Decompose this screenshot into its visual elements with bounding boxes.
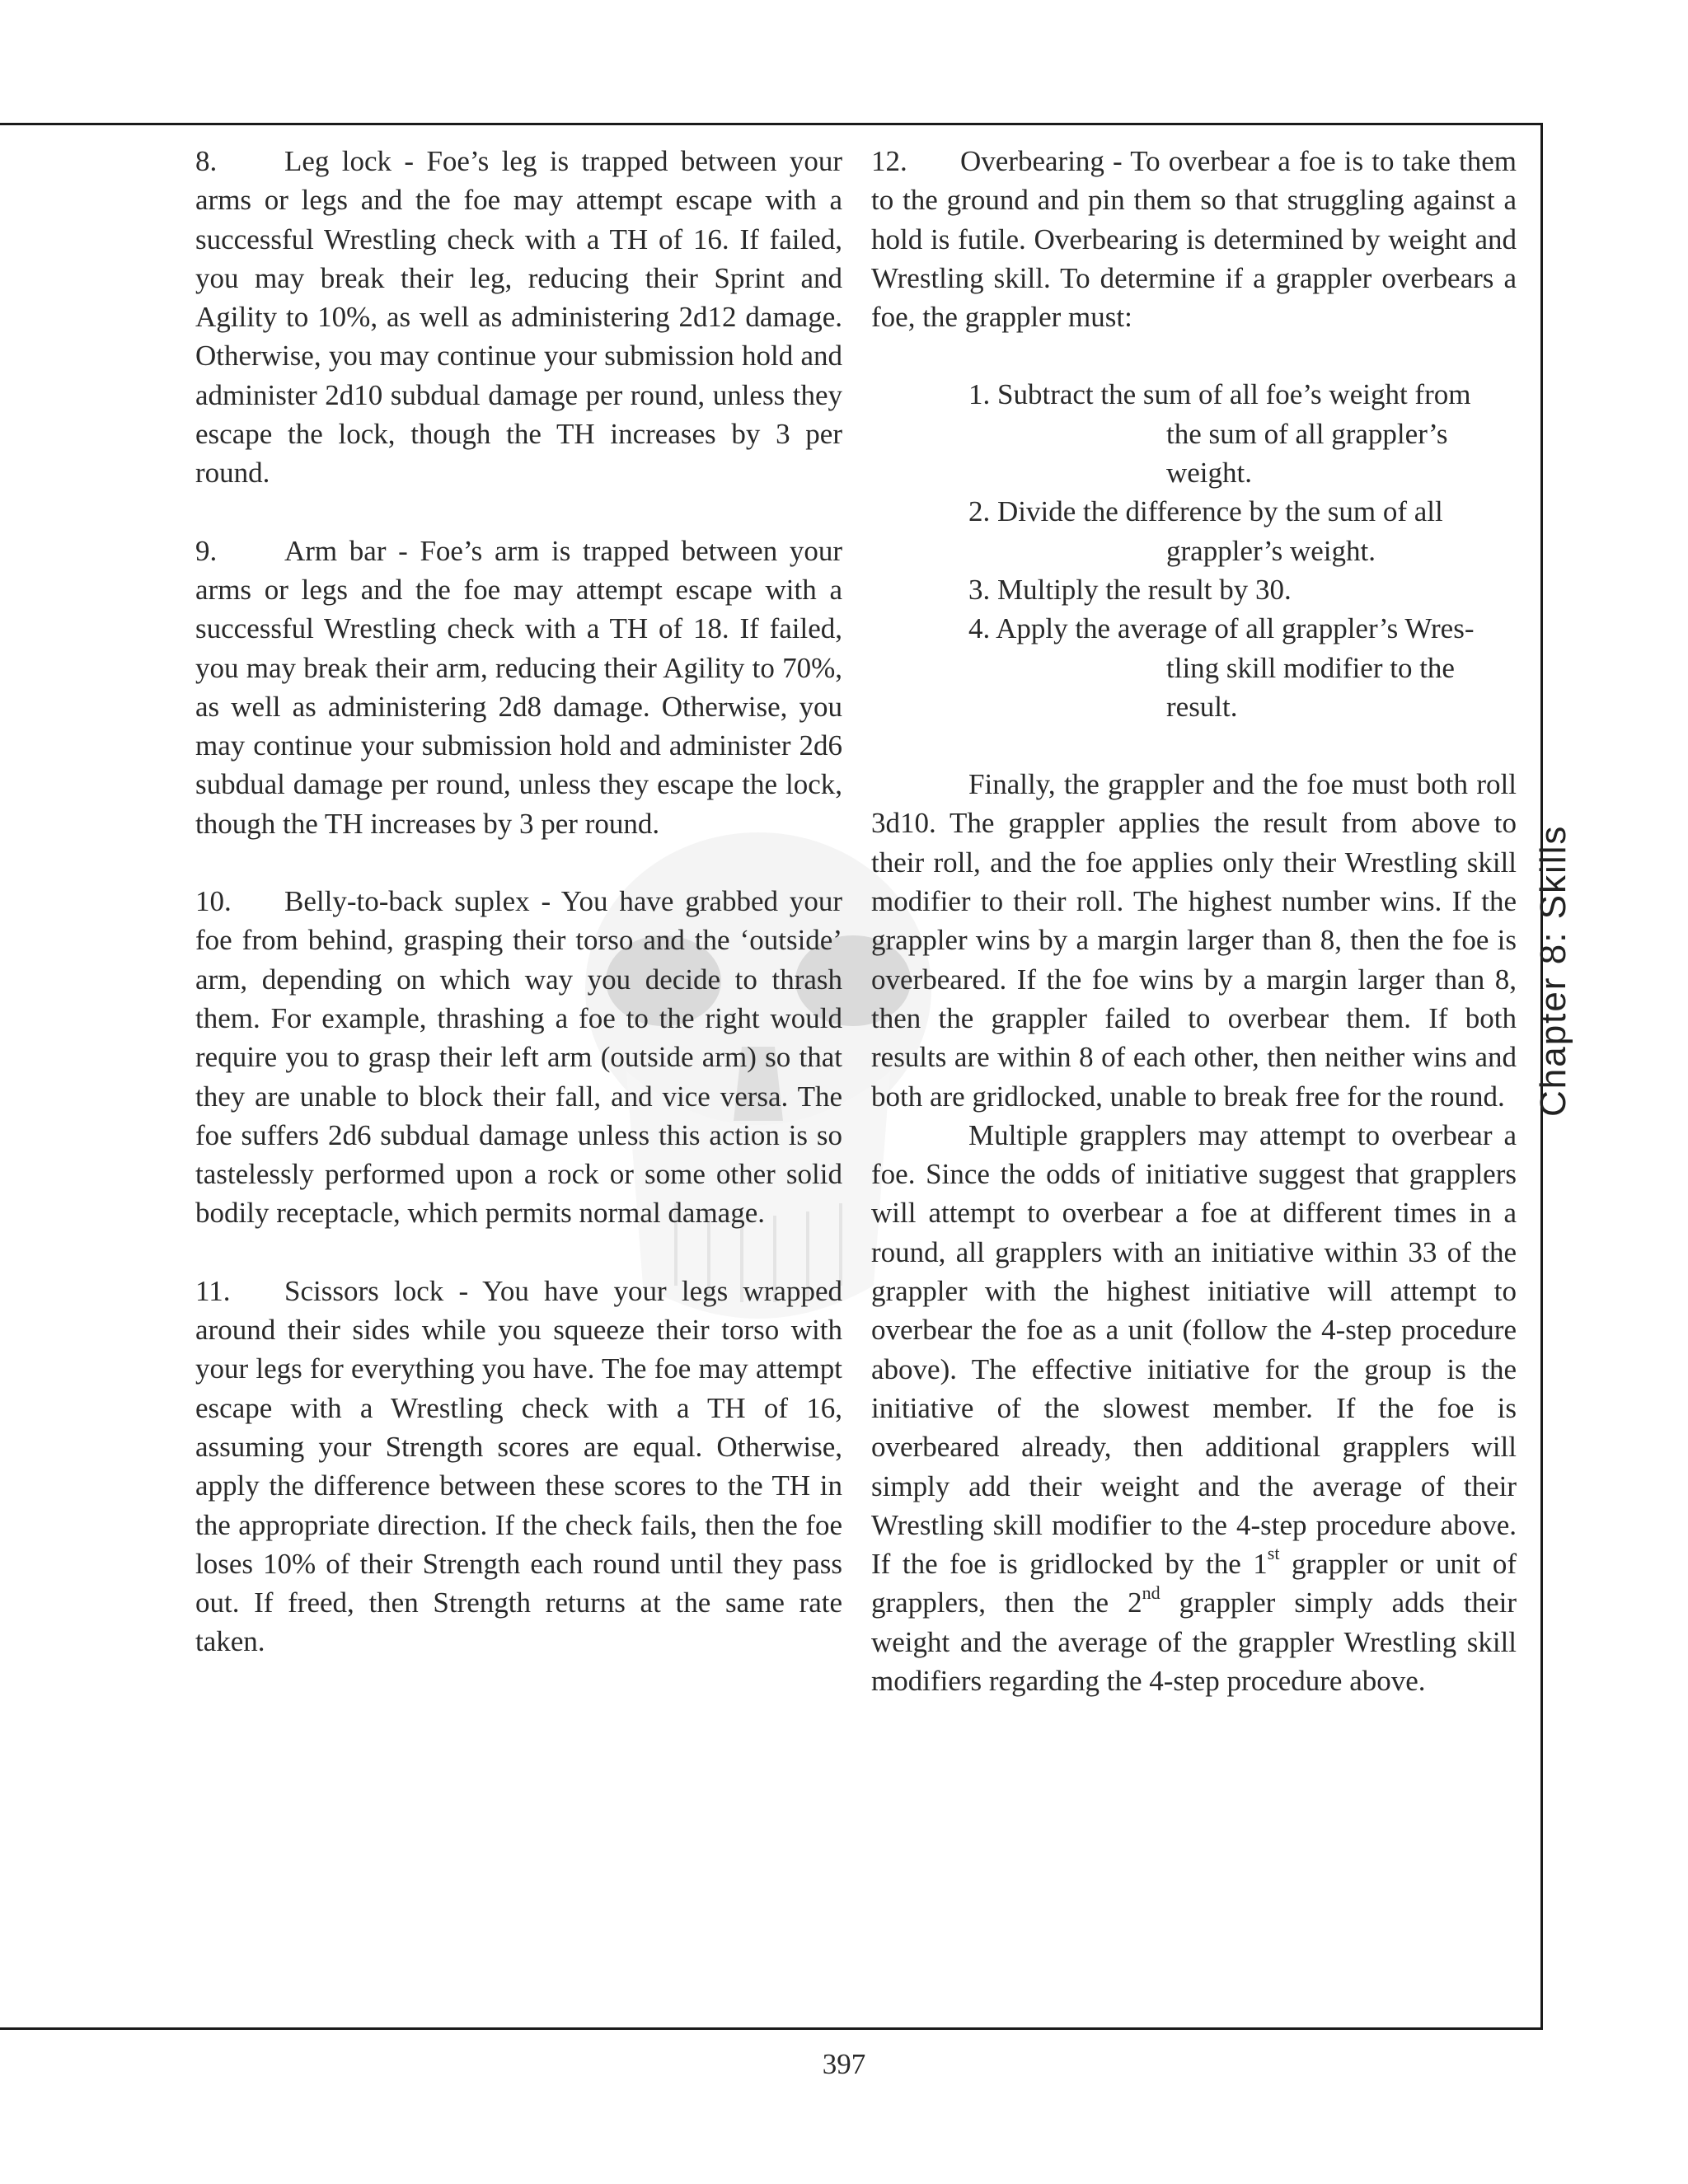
paragraph-item-12 [871,142,1517,336]
step-number: 3. [968,573,991,606]
item-number: 9. [195,534,218,567]
paragraph-text: grappler simply adds their weight and the average of the grappler Wrestling skill modifiers regarding the 4-step procedure above. [871,1586,1517,1697]
item-number: 8. [195,145,218,177]
item-number: 11. [195,1274,231,1307]
step-text: Apply the average of all grappler’s Wres- [996,612,1475,645]
step-text: Divide the difference by the sum of all [997,495,1443,528]
item-number: 10. [195,885,232,918]
page-frame-top-rule [0,123,1543,125]
overbear-steps-list [968,375,1517,726]
item-number: 12. [871,145,907,177]
item-text: Belly-to-back suplex - You have grabbed your foe from behind, grasping their torso and the ‘outside’ arm, depending on which way you decide to thrash them. For example, thrashing a foe to the right would require you to grasp their left arm (outside arm) so that they are unable to block their fall, and vice versa. The foe suffers 2d6 subdual damage unless this action is so tastelessly performed upon a rock or some other solid bodily receptacle, which permits normal damage. [195,885,842,1230]
left-column [195,142,842,1661]
ordinal-suffix: st [1267,1543,1280,1564]
item-text: Leg lock - Foe’s leg is trapped between your arms or legs and the foe may attempt escape with a successful Wrestling check with a TH of 16. If failed, you may break their leg, reducing their Sprint and Agility to 10%, as well as administering 2d12 damage. Otherwise, you may continue your submission hold and administer 2d10 subdual damage per round, unless they escape the lock, though the TH increases by 3 per round. [195,145,842,490]
right-column [871,142,1517,1700]
list-item [968,375,1517,492]
paragraph-item-10 [195,882,842,1233]
list-item [968,492,1517,570]
step-text-continued: tling skill modifier to the result. [1166,651,1455,723]
item-text: Arm bar - Foe’s arm is trapped between your arms or legs and the foe may attempt escape with a successful Wrestling check with a TH of 18. If failed, you may break their arm, reducing their Agility to 70%, as well as administering 2d8 damage. Otherwise, you may continue your submission hold and administer 2d6 subdual damage per round, unless they escape the lock, though the TH increases by 3 per round. [195,534,842,840]
step-number: 4. [968,612,991,645]
step-number: 1. [968,378,991,411]
list-item [968,609,1517,726]
paragraph-text: grappler or unit of grapplers, then the 2 [871,1548,1517,1619]
paragraph-finally: Finally, the grappler and the foe must both roll 3d10. The grappler applies the result from above to their roll, and the foe applies only their Wrestling skill modifier to their roll. The highest number wins. If the grappler wins by a margin larger than 8, then the foe is overbeared. If the foe wins by a margin larger than 8, then the grappler failed to overbear them. If both results are within 8 of each other, then neither wins and both are gridlocked, unable to break free for the round. [871,768,1517,1113]
paragraph-item-8 [195,142,842,493]
list-item [968,570,1517,609]
step-number: 2. [968,495,991,528]
paragraph-item-9 [195,532,842,843]
step-text-continued: the sum of all grappler’s weight. [1166,417,1448,490]
chapter-side-label: Chapter 8: Skills [1533,824,1573,1117]
page-frame-bottom-rule [0,2027,1543,2030]
step-text: Subtract the sum of all foe’s weight from [997,378,1471,411]
item-text: Overbearing - To overbear a foe is to take them to the ground and pin them so that struggling against a hold is futile. Overbearing is determined by weight and Wrestling skill. To determine if a grappler overbears a foe, the grappler must: [871,145,1517,334]
item-text: Scissors lock - You have your legs wrapped around their sides while you squeeze their torso with your legs for everything you have. The foe may attempt escape with a Wrestling check with a TH of 16, assuming your Strength scores are equal. Otherwise, apply the difference between these scores to the TH in the appropriate direction. If the check fails, then the foe loses 10% of their Strength each round until they pass out. If freed, then Strength returns at the same rate taken. [195,1274,842,1658]
step-text-continued: grappler’s weight. [1166,534,1376,567]
step-text: Multiply the result by 30. [997,573,1292,606]
paragraph-item-11 [195,1272,842,1661]
paragraph-multiple-grapplers [871,1116,1517,1700]
page-number: 397 [822,2048,866,2080]
paragraph-text: Multiple grapplers may attempt to overbear a foe. Since the odds of initiative suggest that grapplers will attempt to overbear a foe at different times in a round, all grapplers with an initiative within 33 of the grappler with the highest initiative will attempt to overbear the foe as a unit (follow the 4-step procedure above). The effective initiative for the group is the initiative of the slowest member. If the foe is overbeared already, then additional grapplers will simply add their weight and the average of their Wrestling skill modifier to the 4-step procedure above. If the foe is gridlocked by the 1 [871,1118,1517,1581]
ordinal-suffix: nd [1142,1582,1160,1603]
